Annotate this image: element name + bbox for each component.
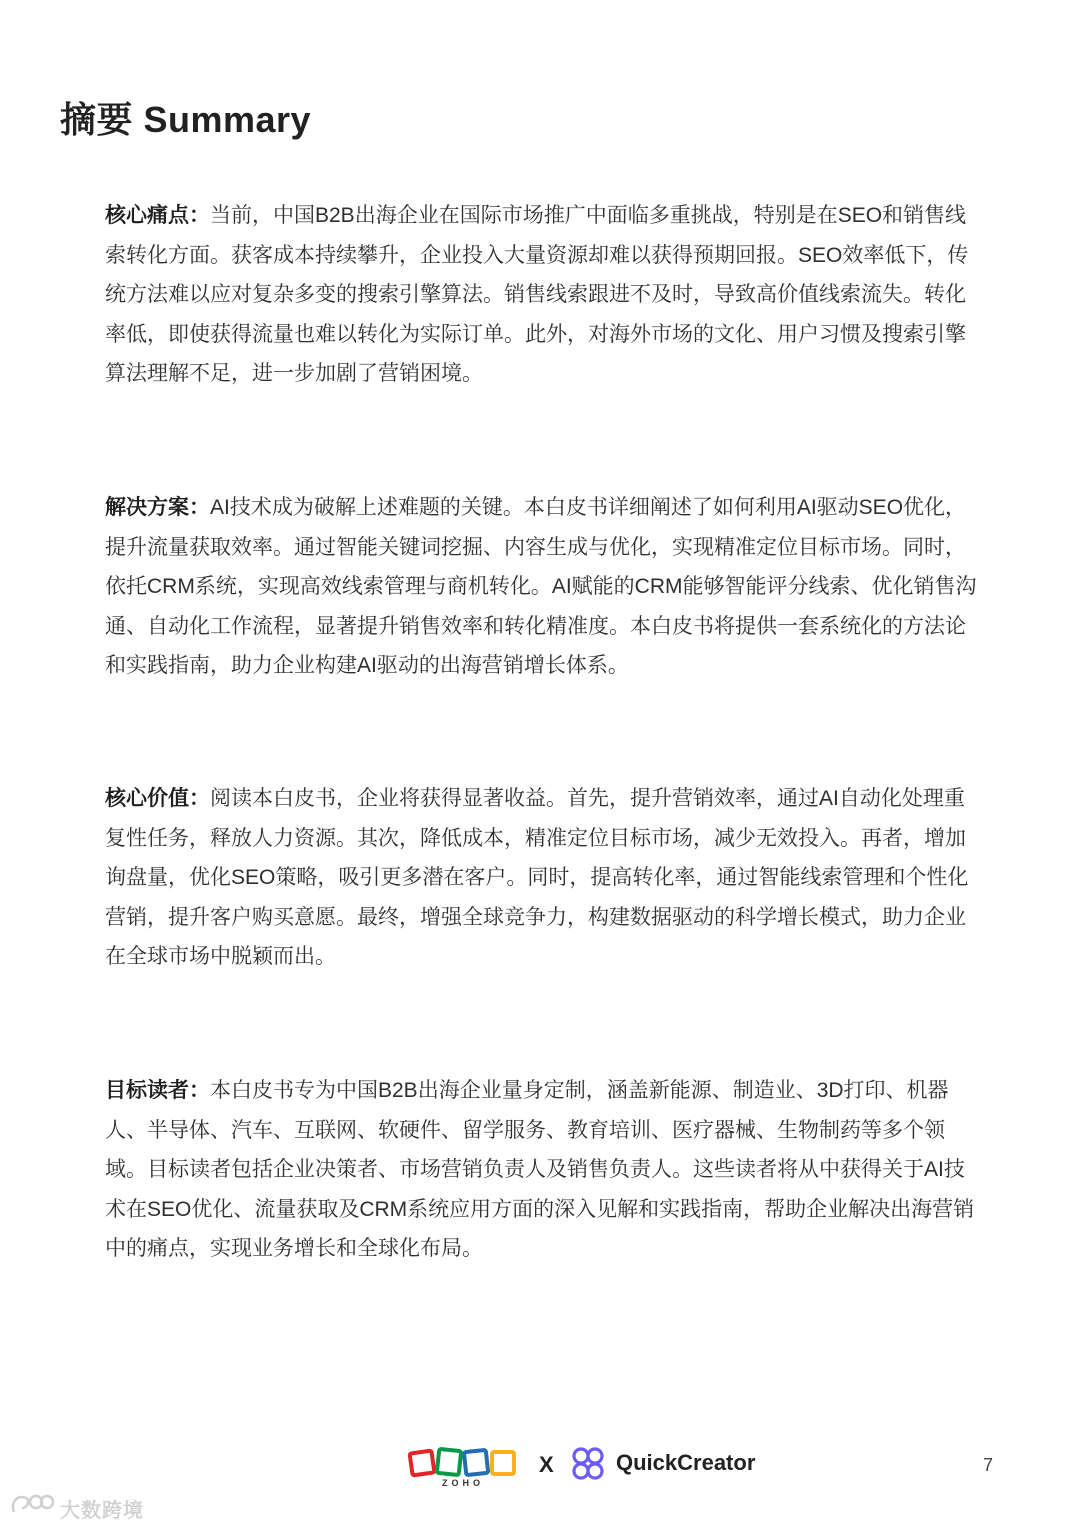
section-pain-points	[105, 196, 985, 394]
section-core-value	[105, 779, 985, 977]
section-label: 目标读者	[105, 1079, 189, 1102]
zoho-logo-red	[410, 1451, 435, 1476]
watermark	[8, 1490, 148, 1522]
zoho-logo-text: ZOHO	[442, 1478, 484, 1488]
watermark-text: 大数跨境	[60, 1500, 144, 1522]
section-text: 本白皮书专为中国B2B出海企业量身定制，涵盖新能源、制造业、3D打印、机器人、半导体、汽车、互联网、软硬件、留学服务、教育培训、医疗器械、生物制药等多个领域。目标读者包括企业决策者、市场营销负责人及销售负责人。这些读者将从中获得关于AI技术在SEO优化、流量获取及CRM系统应用方面的深入见解和实践指南，帮助企业解决出海营销中的痛点，实现业务增长和全球化布局。	[105, 1079, 975, 1260]
section-text: 当前，中国B2B出海企业在国际市场推广中面临多重挑战，特别是在SEO和销售线索转化方面。获客成本持续攀升，企业投入大量资源却难以获得预期回报。SEO效率低下，传统方法难以应对复杂多变的搜索引擎算法。销售线索跟进不及时，导致高价值线索流失。转化率低，即使获得流量也难以转化为实际订单。此外，对海外市场的文化、用户习惯及搜索引擎算法理解不足，进一步加剧了营销困境。	[105, 204, 969, 385]
section-label: 核心痛点	[105, 204, 189, 227]
section-text: AI技术成为破解上述难题的关键。本白皮书详细阐述了如何利用AI驱动SEO优化，提升流量获取效率。通过智能关键词挖掘、内容生成与优化，实现精准定位目标市场。同时，依托CRM系统，实现高效线索管理与商机转化。AI赋能的CRM能够智能评分线索、优化销售沟通、自动化工作流程，显著提升销售效率和转化精准度。本白皮书将提供一套系统化的方法论和实践指南，助力企业构建AI驱动的出海营销增长体系。	[105, 496, 977, 677]
section-text: 阅读本白皮书，企业将获得显著收益。首先，提升营销效率，通过AI自动化处理重复性任务，释放人力资源。其次，降低成本，精准定位目标市场，减少无效投入。再者，增加询盘量，优化SEO策略，吸引更多潜在客户。同时，提高转化率，通过智能线索管理和个性化营销，提升客户购买意愿。最终，增强全球竞争力，构建数据驱动的科学增长模式，助力企业在全球市场中脱颖而出。	[105, 787, 969, 968]
section-label: 解决方案	[105, 496, 189, 519]
section-colon: ：	[189, 496, 210, 519]
section-colon: ：	[189, 787, 210, 810]
section-target-readers	[105, 1071, 985, 1269]
page-title: 摘要 Summary	[60, 99, 312, 140]
quickcreator-logo-icon	[570, 1446, 606, 1482]
footer-logos	[408, 1440, 768, 1492]
section-colon: ：	[189, 204, 210, 227]
zoho-logo-green	[437, 1449, 461, 1475]
section-solution	[105, 488, 985, 686]
zoho-logo-blue	[464, 1450, 488, 1475]
partner-separator: X	[539, 1452, 554, 1477]
section-colon: ：	[189, 1079, 210, 1102]
zoho-logo-yellow	[492, 1452, 514, 1474]
quickcreator-name: QuickCreator	[616, 1450, 756, 1475]
page-number: 7	[983, 1455, 994, 1475]
section-label: 核心价值	[105, 787, 189, 810]
watermark-logo-icon	[8, 1490, 54, 1520]
